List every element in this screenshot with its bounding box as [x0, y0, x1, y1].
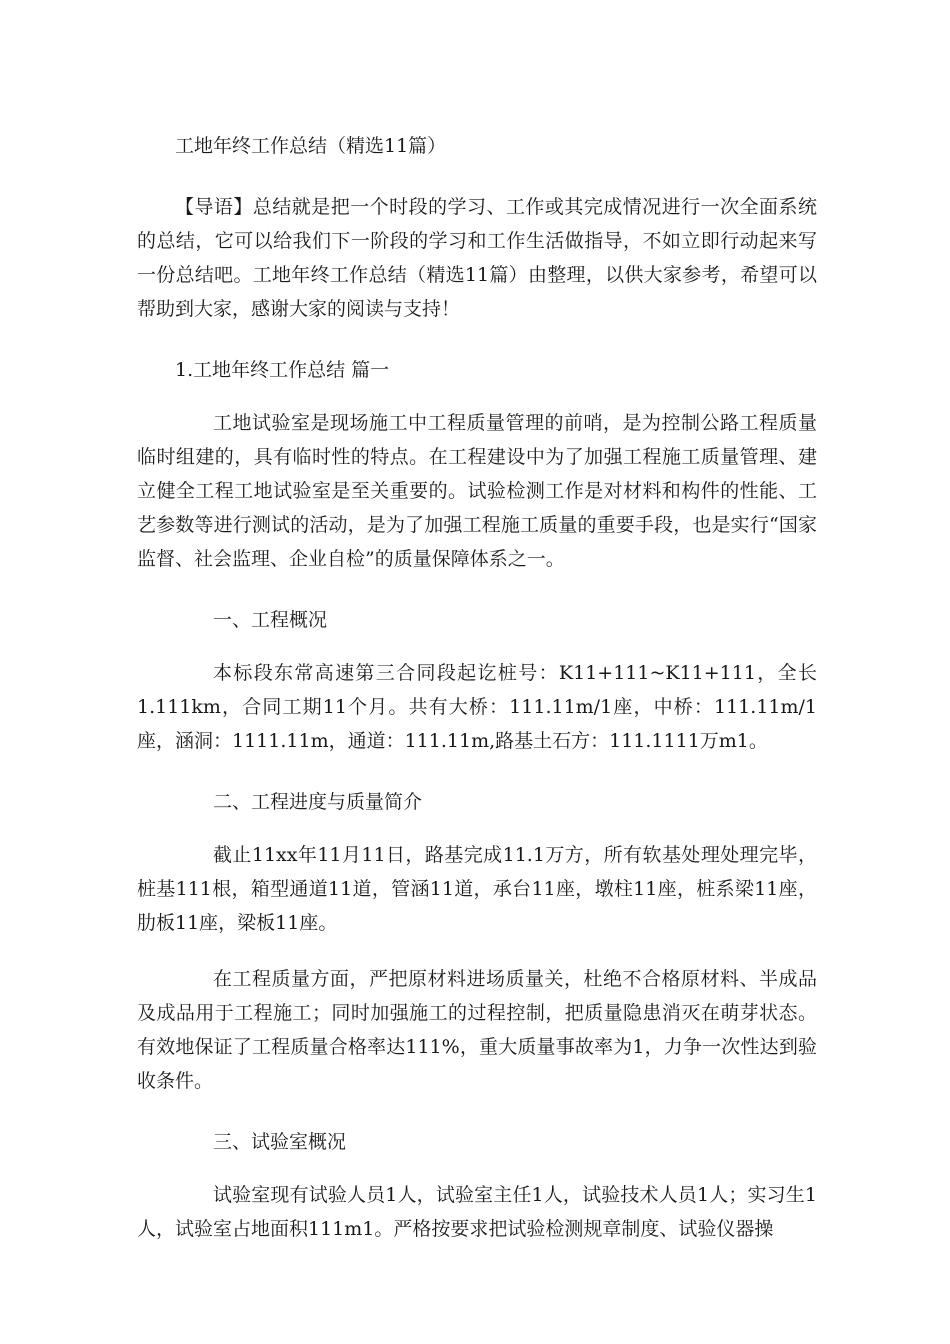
section-2-paragraph-1: 截止11xx年11月11日，路基完成11.1万方，所有软基处理处理完毕，桩基111根，箱型通道11道，管涵11道，承台11座，墩柱11座，桩系梁11座，肋板11座，梁板11座。 — [137, 844, 817, 934]
intro-paragraph: 【导语】总结就是把一个时段的学习、工作或其完成情况进行一次全面系统的总结，它可以给我们下一阶段的学习和工作生活做指导，不如立即行动起来写一份总结吧。工地年终工作总结（精选11篇）由整理，以供大家参考，希望可以帮助到大家，感谢大家的阅读与支持！ — [137, 196, 817, 320]
section-3-heading: 三、试验室概况 — [213, 1131, 347, 1153]
document-page — [137, 120, 817, 1246]
section-1-heading: 一、工程概况 — [213, 609, 328, 631]
section-1-paragraph: 本标段东常高速第三合同段起讫桩号：K11+111~K11+111，全长1.111km，合同工期11个月。共有大桥：111.11m/1座，中桥：111.11m/1座，涵洞：1111.11m，通道：111.11m,路基土石方：111.1111万m1。 — [137, 662, 817, 752]
section-2-paragraph-2: 在工程质量方面，严把原材料进场质量关，杜绝不合格原材料、半成品及成品用于工程施工；同时加强施工的过程控制，把质量隐患消灭在萌芽状态。有效地保证了工程质量合格率达111%，重大质量事故率为1，力争一次性达到验收条件。 — [137, 968, 817, 1092]
article-1-heading: 1.工地年终工作总结 篇一 — [175, 359, 390, 381]
article-1-paragraph: 工地试验室是现场施工中工程质量管理的前哨，是为控制公路工程质量临时组建的，具有临时性的特点。在工程建设中为了加强工程施工质量管理、建立健全工程工地试验室是至关重要的。试验检测工作是对材料和构件的性能、工艺参数等进行测试的活动，是为了加强工程施工质量的重要手段，也是实行“国家监督、社会监理、企业自检”的质量保障体系之一。 — [137, 412, 817, 570]
section-2-heading: 二、工程进度与质量简介 — [213, 791, 423, 813]
document-title: 工地年终工作总结（精选11篇） — [175, 135, 447, 157]
section-3-paragraph: 试验室现有试验人员1人，试验室主任1人，试验技术人员1人；实习生1人，试验室占地面积111m1。严格按要求把试验检测规章制度、试验仪器操 — [137, 1184, 817, 1240]
